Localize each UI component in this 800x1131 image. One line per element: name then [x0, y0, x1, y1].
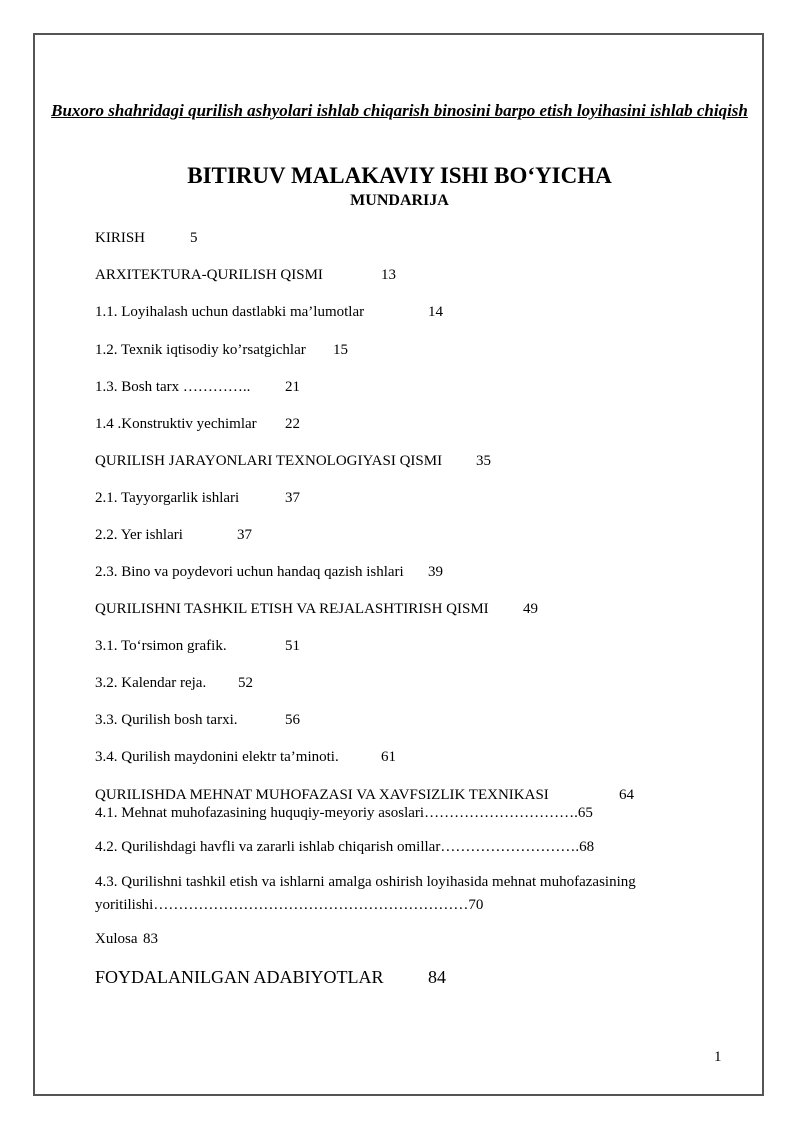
toc-entry-page: 22: [285, 416, 300, 432]
toc-entry-label: 3.2. Kalendar reja.: [95, 675, 207, 691]
toc-entry: [95, 377, 300, 397]
toc-entry: [95, 302, 443, 322]
toc-entry: [95, 871, 705, 917]
toc-entry: [95, 636, 300, 656]
toc-entry-label: 1.2. Texnik iqtisodiy ko’rsatgichlar: [95, 342, 306, 358]
toc-entry-label: 4.3. Qurilishni tashkil etish va ishlarni amalga oshirish loyihasida mehnat muhofazasining yoritilishi………………………………………………………70: [95, 874, 636, 913]
toc-entry-label: 3.1. To‘rsimon grafik.: [95, 638, 227, 654]
toc-entry-label: KIRISH: [95, 230, 146, 246]
toc-entry-label: QURILISH JARAYONLARI TEXNOLOGIYASI QISMI: [95, 453, 443, 469]
toc-entry-label: 4.1. Mehnat muhofazasining huquqiy-meyoriy asoslari………………………….65: [95, 805, 593, 821]
toc-entry: [95, 562, 443, 582]
toc-entry-label: 2.3. Bino va poydevori uchun handaq qazish ishlari: [95, 564, 404, 580]
toc-entry: [95, 451, 491, 471]
toc-entry-label: 3.4. Qurilish maydonini elektr ta’minoti.: [95, 749, 339, 765]
toc-entry-page: 35: [476, 453, 491, 469]
toc-entry-label: 2.2. Yer ishlari: [95, 527, 183, 543]
toc-entry-page: 13: [381, 267, 396, 283]
toc-entry-page: 37: [237, 527, 252, 543]
toc-entry-page: 83: [143, 931, 158, 947]
toc-entry-label: 1.3. Bosh tarx …………..: [95, 379, 251, 395]
document-header: Buxoro shahridagi qurilish ashyolari ishlab chiqarish binosini barpo etish loyihasini ishlab chiqish: [51, 101, 748, 120]
toc-entry: [95, 265, 396, 285]
toc-entry-label: 4.2. Qurilishdagi havfli va zararli ishlab chiqarish omillar……………………….68: [95, 839, 595, 855]
toc-entry-label: QURILISHDA MEHNAT MUHOFAZASI VA XAVFSIZLIK TEXNIKASI: [95, 787, 549, 803]
toc-entry: [95, 837, 594, 857]
toc-entry-page: 61: [381, 749, 396, 765]
toc-entry-label: 3.3. Qurilish bosh tarxi.: [95, 712, 238, 728]
document-title: BITIRUV MALAKAVIY ISHI BO‘YICHA: [187, 163, 612, 188]
toc-entry-page: 5: [190, 230, 198, 246]
toc-entry: [95, 747, 396, 767]
toc-entry-page: 21: [285, 379, 300, 395]
toc-entry-label: 2.1. Tayyorgarlik ishlari: [95, 490, 240, 506]
toc-entry-label: 1.4 .Konstruktiv yechimlar: [95, 416, 257, 432]
toc-entry-page: 39: [428, 564, 443, 580]
toc-entry: [95, 340, 348, 360]
toc-entry-page: 49: [523, 601, 538, 617]
toc-entry-label: FOYDALANILGAN ADABIYOTLAR: [95, 967, 384, 987]
toc-entry-label: ARXITEKTURA-QURILISH QISMI: [95, 267, 323, 283]
toc-entry-page: 84: [428, 967, 446, 987]
toc-entry: [95, 929, 158, 949]
toc-entry: [95, 965, 446, 989]
toc-entry-page: 51: [285, 638, 300, 654]
toc-entry: [95, 414, 300, 434]
toc-entry: [95, 525, 252, 545]
toc-entry: [95, 710, 300, 730]
toc-entry-page: 64: [619, 787, 634, 803]
toc-entry: [95, 673, 253, 693]
toc-entry: [95, 803, 593, 823]
page-number: 1: [714, 1049, 722, 1065]
toc-entry-label: 1.1. Loyihalash uchun dastlabki ma’lumotlar: [95, 304, 365, 320]
toc-entry: [95, 599, 538, 619]
toc-entry-page: 15: [333, 342, 348, 358]
toc-entry-page: 14: [428, 304, 443, 320]
toc-entry: [95, 488, 300, 508]
toc-entry: [95, 785, 634, 805]
toc-entry-label: Xulosa: [95, 931, 138, 947]
toc-entry: [95, 228, 198, 248]
toc-heading: MUNDARIJA: [350, 192, 449, 209]
toc-entry-page: 37: [285, 490, 300, 506]
toc-entry-label: QURILISHNI TASHKIL ETISH VA REJALASHTIRISH QISMI: [95, 601, 489, 617]
toc-entry-page: 52: [238, 675, 253, 691]
toc-entry-page: 56: [285, 712, 300, 728]
